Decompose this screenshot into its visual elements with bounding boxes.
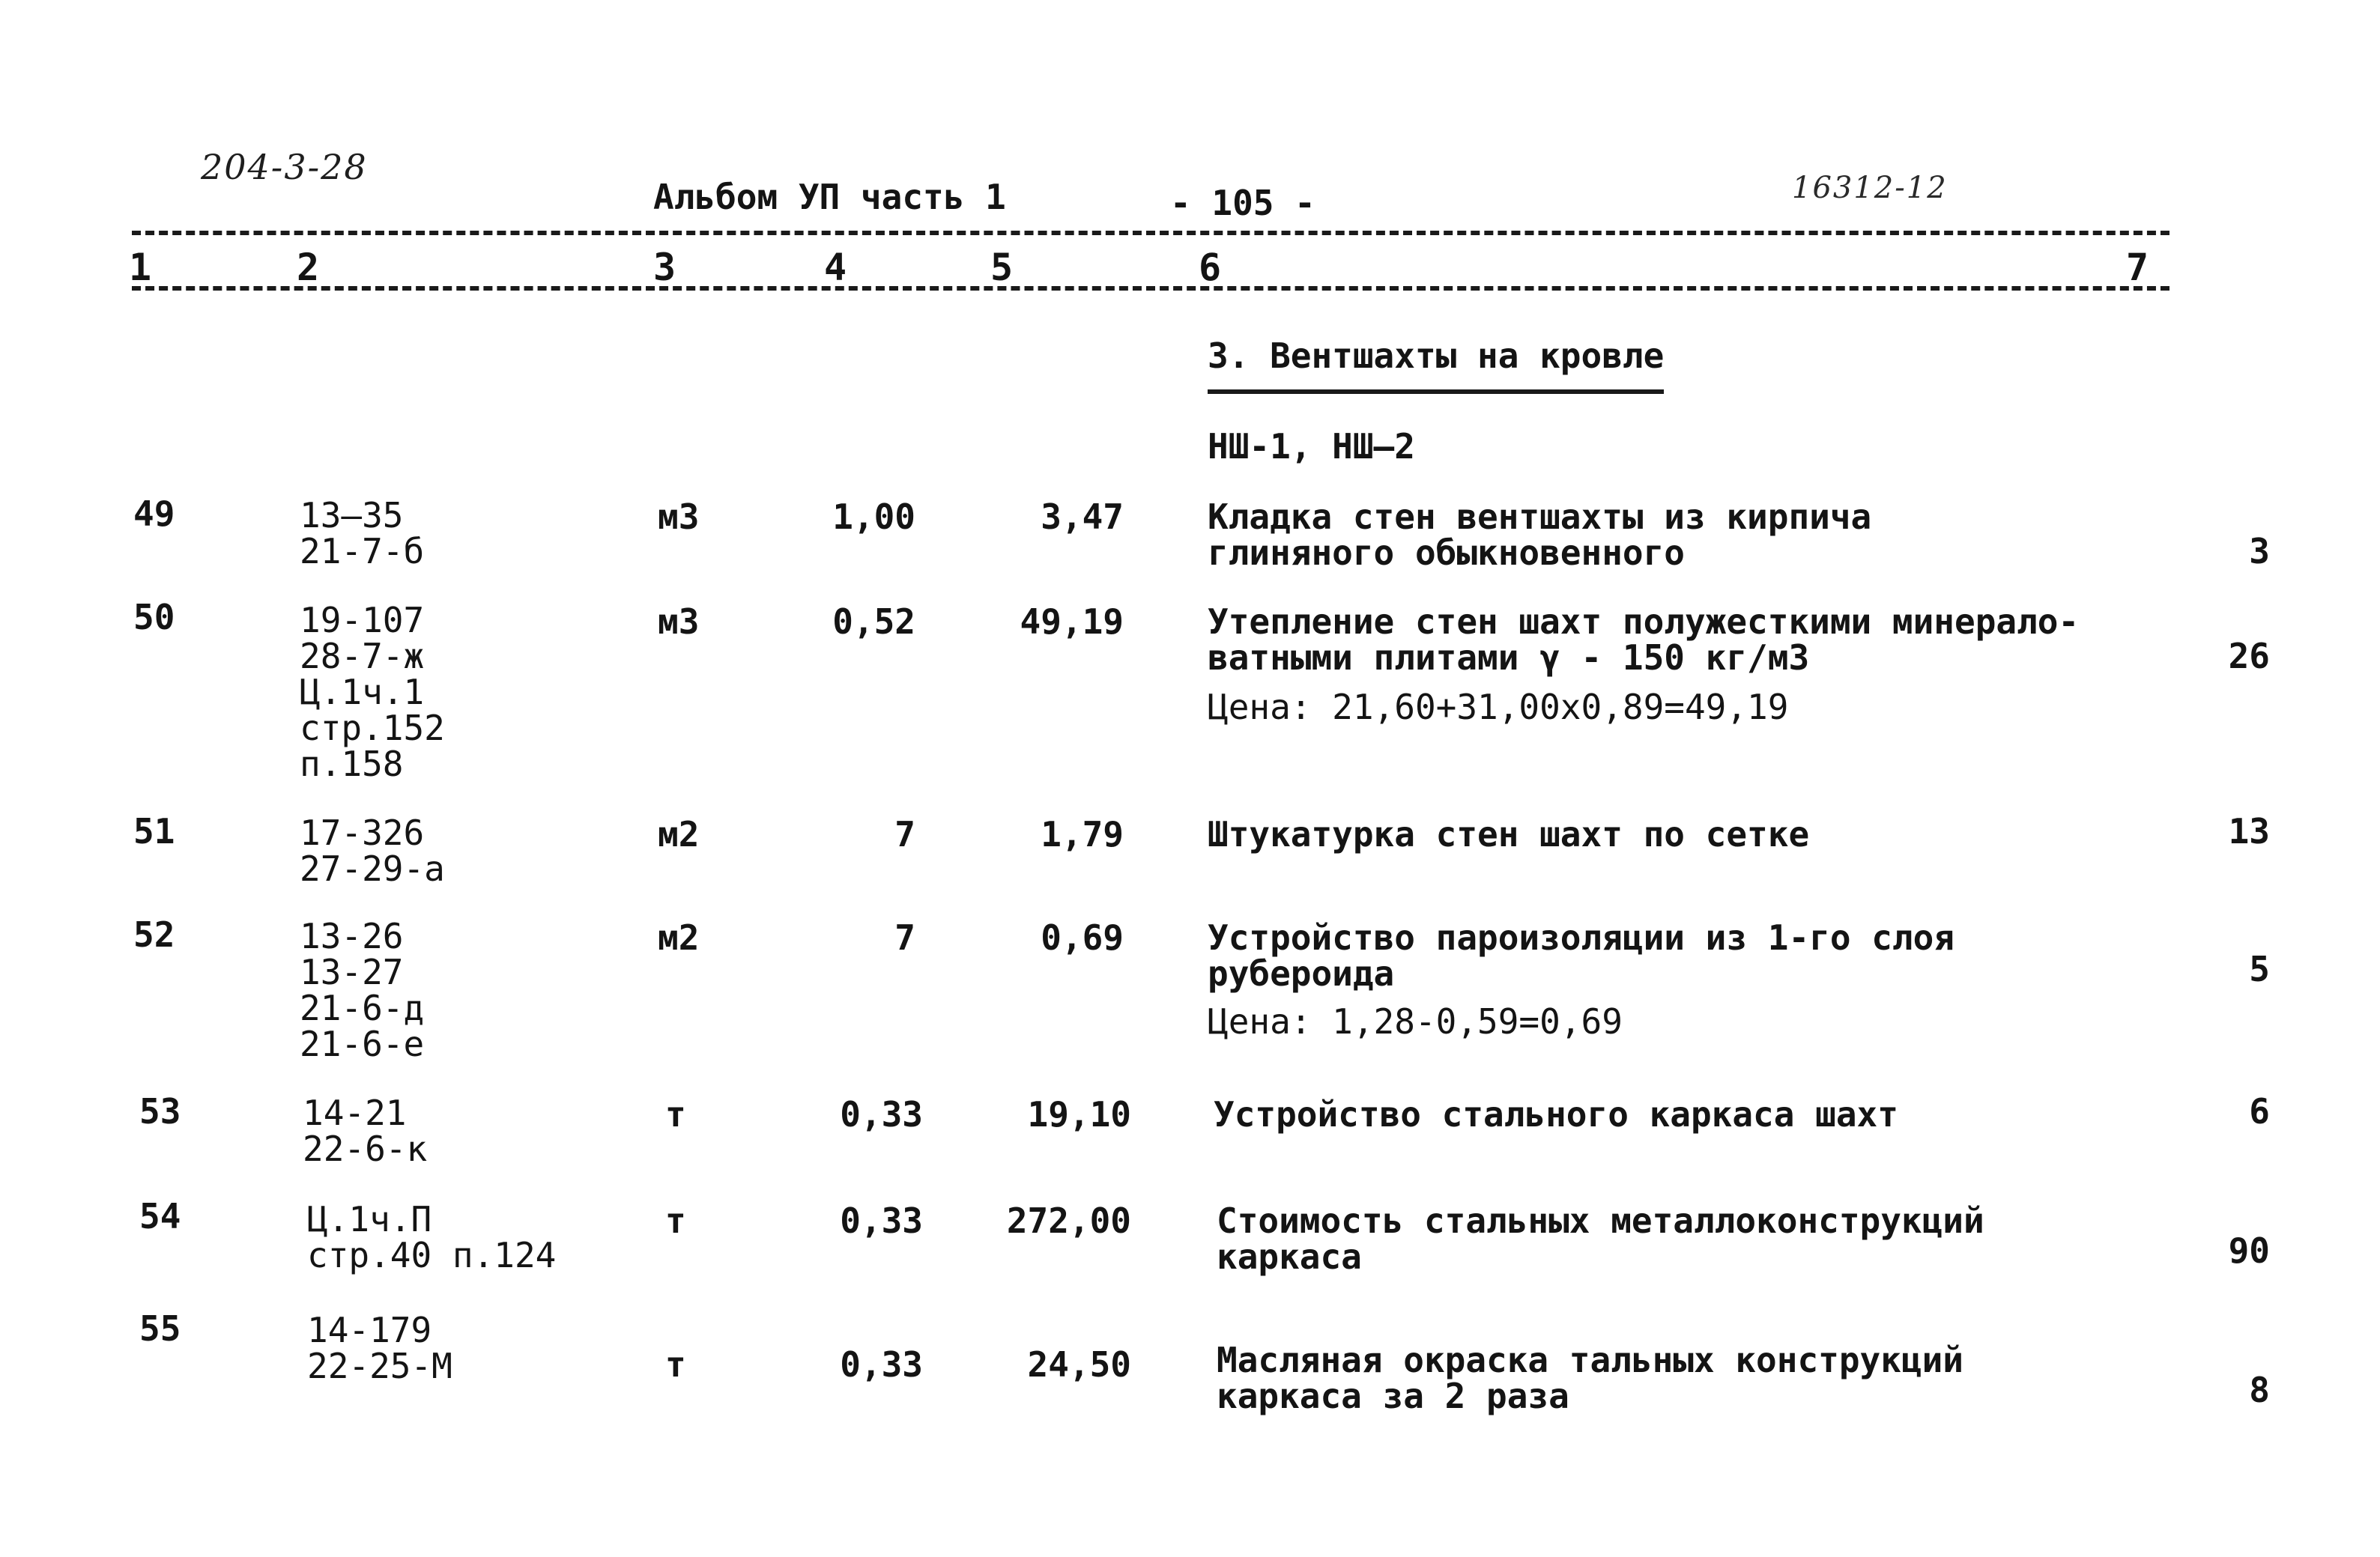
code-line: 13-27 — [300, 952, 404, 992]
column-number-6: 6 — [1199, 246, 1222, 289]
row-description: Штукатурка стен шахт по сетке — [1208, 814, 1810, 855]
row-codes — [307, 1201, 556, 1273]
column-number-1: 1 — [129, 246, 152, 289]
description-line: ватными плитами γ - 150 кг/м3 — [1208, 637, 1810, 678]
row-description — [1217, 1203, 1984, 1275]
row-quantity: 1,00 — [832, 497, 915, 537]
row-codes — [303, 1095, 427, 1167]
code-line: 21-6-е — [300, 1024, 425, 1064]
row-unit: т — [665, 1094, 686, 1135]
row-codes — [300, 602, 445, 782]
row-codes — [300, 918, 424, 1062]
row-description: Устройство стального каркаса шахт — [1214, 1094, 1898, 1135]
album-title: Альбом УП часть 1 — [653, 177, 1006, 217]
row-price: 24,50 — [1027, 1344, 1131, 1385]
column-number-4: 4 — [824, 246, 847, 289]
code-line: Ц.1ч.П — [307, 1199, 432, 1239]
row-number: 49 — [133, 494, 175, 534]
row-number: 53 — [139, 1091, 181, 1132]
code-line: 14-21 — [303, 1093, 407, 1133]
row-quantity: 0,33 — [840, 1344, 923, 1385]
handwritten-code: 204-3-28 — [201, 147, 368, 187]
code-line: стр.152 — [300, 708, 445, 748]
row-price-note: Цена: 1,28-0,59=0,69 — [1208, 1001, 1623, 1042]
description-line: Кладка стен вентшахты из кирпича — [1208, 497, 1872, 537]
row-description — [1208, 499, 1871, 571]
row-price: 3,47 — [1041, 497, 1124, 537]
section-subtitle: НШ-1, НШ—2 — [1208, 426, 1415, 467]
row-unit: т — [665, 1201, 686, 1241]
row-total: 90 — [2228, 1230, 2270, 1271]
description-line: каркаса — [1217, 1236, 1362, 1277]
code-line: 22-25-М — [307, 1346, 452, 1386]
row-unit: м2 — [658, 814, 700, 855]
description-line: рубероида — [1208, 953, 1395, 994]
row-quantity: 0,52 — [832, 601, 915, 642]
code-line: Ц.1ч.1 — [300, 672, 425, 712]
row-price: 1,79 — [1041, 814, 1124, 855]
code-line: 17-326 — [300, 813, 425, 853]
row-unit: м2 — [658, 917, 700, 958]
row-quantity: 0,33 — [840, 1201, 923, 1241]
code-line: 13-26 — [300, 916, 404, 956]
column-number-7: 7 — [2126, 246, 2149, 289]
row-price: 0,69 — [1041, 917, 1124, 958]
column-number-2: 2 — [297, 246, 320, 289]
row-price: 272,00 — [1006, 1201, 1131, 1241]
row-total: 8 — [2249, 1370, 2270, 1410]
row-price-note: Цена: 21,60+31,00х0,89=49,19 — [1208, 687, 1789, 727]
code-line: 14-179 — [307, 1310, 432, 1350]
code-line: 22-6-к — [303, 1129, 428, 1169]
row-total: 26 — [2228, 636, 2270, 676]
row-unit: т — [665, 1344, 686, 1385]
header-dashed-line-bottom — [132, 286, 2169, 291]
code-line: п.158 — [300, 744, 404, 784]
column-number-5: 5 — [990, 246, 1014, 289]
row-price: 49,19 — [1020, 601, 1124, 642]
row-total: 13 — [2228, 811, 2270, 852]
row-description — [1217, 1342, 1963, 1414]
row-number: 52 — [133, 914, 175, 955]
description-line: Масляная окраска тальных конструкций — [1217, 1340, 1963, 1380]
row-description — [1208, 601, 2080, 678]
row-description — [1208, 917, 1954, 994]
row-number: 54 — [139, 1196, 181, 1236]
row-unit: м3 — [658, 497, 700, 537]
description-line: Устройство пароизоляции из 1-го слоя — [1208, 917, 1954, 958]
column-number-3: 3 — [653, 246, 676, 289]
code-line: 28-7-ж — [300, 636, 425, 676]
handwritten-ref: 16312-12 — [1792, 171, 1948, 205]
description-line: каркаса за 2 раза — [1217, 1376, 1569, 1416]
row-quantity: 0,33 — [840, 1094, 923, 1135]
code-line: 21-7-б — [300, 531, 425, 571]
row-total: 5 — [2249, 949, 2270, 989]
row-codes — [307, 1312, 452, 1384]
description-line: глиняного обыкновенного — [1208, 532, 1685, 573]
row-number: 50 — [133, 597, 175, 637]
code-line: 19-107 — [300, 600, 425, 640]
row-unit: м3 — [658, 601, 700, 642]
row-total: 3 — [2249, 531, 2270, 571]
row-number: 55 — [139, 1308, 181, 1349]
section-title: 3. Вентшахты на кровле — [1208, 336, 1664, 394]
code-line: стр.40 п.124 — [307, 1235, 557, 1275]
code-line: 13—35 — [300, 495, 404, 535]
row-number: 51 — [133, 811, 175, 852]
row-codes — [300, 497, 424, 569]
code-line: 21-6-д — [300, 988, 425, 1028]
page-number: - 105 - — [1170, 183, 1315, 223]
row-quantity: 7 — [894, 814, 915, 855]
description-line: Стоимость стальных металлоконструкций — [1217, 1201, 1984, 1241]
row-quantity: 7 — [894, 917, 915, 958]
row-total: 6 — [2249, 1091, 2270, 1132]
description-line: Утепление стен шахт полужесткими минерало- — [1208, 601, 2080, 642]
row-price: 19,10 — [1027, 1094, 1131, 1135]
code-line: 27-29-а — [300, 849, 445, 889]
header-dashed-line-top — [132, 231, 2169, 235]
row-codes — [300, 815, 445, 887]
